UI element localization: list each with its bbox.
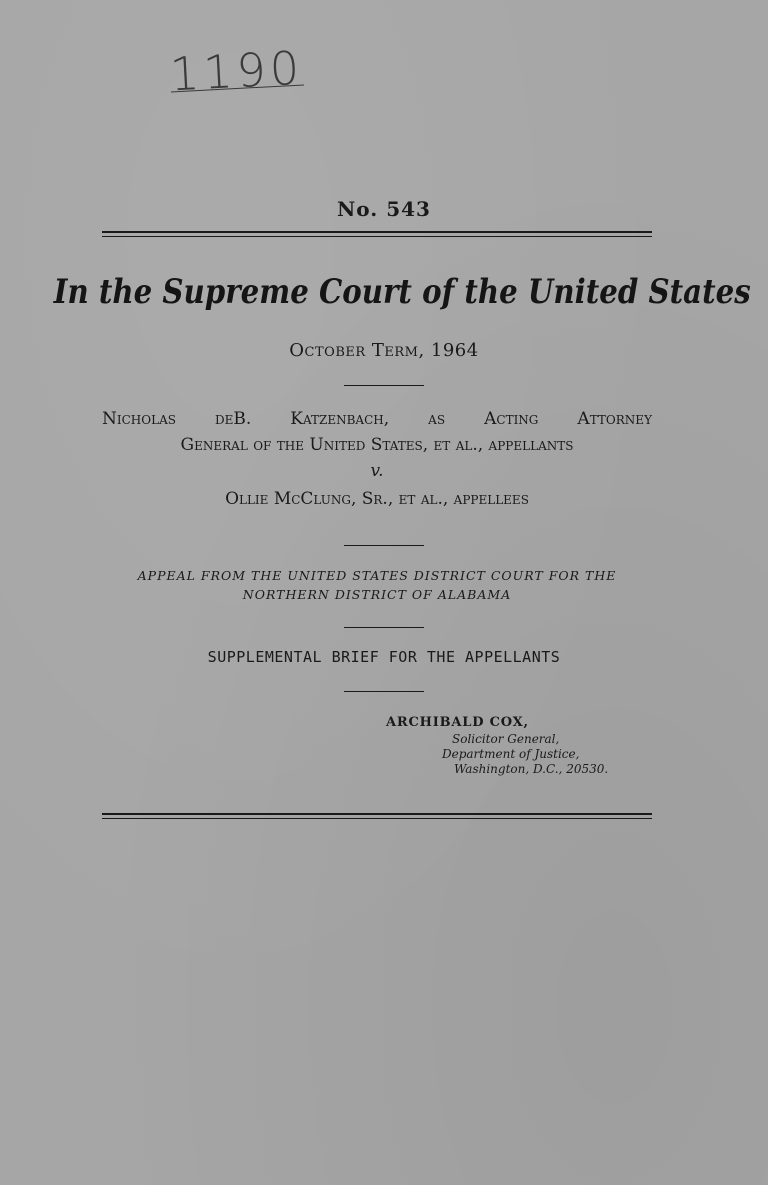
counsel-address: Washington, D.C., 20530. — [454, 762, 609, 776]
counsel-department: Department of Justice, — [442, 747, 580, 761]
counsel-block — [386, 714, 608, 777]
counsel-name: ARCHIBALD COX, — [386, 715, 529, 730]
parties-block — [102, 406, 652, 512]
case-number: No. 543 — [337, 197, 431, 221]
appeal-line-2: NORTHERN DISTRICT OF ALABAMA — [242, 587, 512, 602]
appellants-line-1: Nicholas deB. Katzenbach, as Acting Attorney — [102, 409, 652, 429]
court-title: In the Supreme Court of the United States — [53, 272, 751, 312]
separator-rule — [344, 627, 424, 628]
separator-rule — [344, 545, 424, 546]
versus: v. — [370, 461, 384, 481]
counsel-role: Solicitor General, — [452, 732, 560, 746]
bottom-double-rule — [102, 813, 652, 819]
appeal-line-1: APPEAL FROM THE UNITED STATES DISTRICT COURT FOR THE — [137, 568, 617, 583]
appeal-statement — [102, 566, 652, 604]
top-double-rule — [102, 231, 652, 237]
handwritten-annotation: 1190 — [168, 40, 305, 102]
appellees-line: Ollie McClung, Sr., et al., appellees — [225, 489, 529, 509]
separator-rule — [344, 385, 424, 386]
court-term: October Term, 1964 — [289, 340, 479, 361]
appellants-line-2: General of the United States, et al., appellants — [180, 435, 574, 455]
brief-title: SUPPLEMENTAL BRIEF FOR THE APPELLANTS — [207, 648, 561, 666]
separator-rule — [344, 691, 424, 692]
